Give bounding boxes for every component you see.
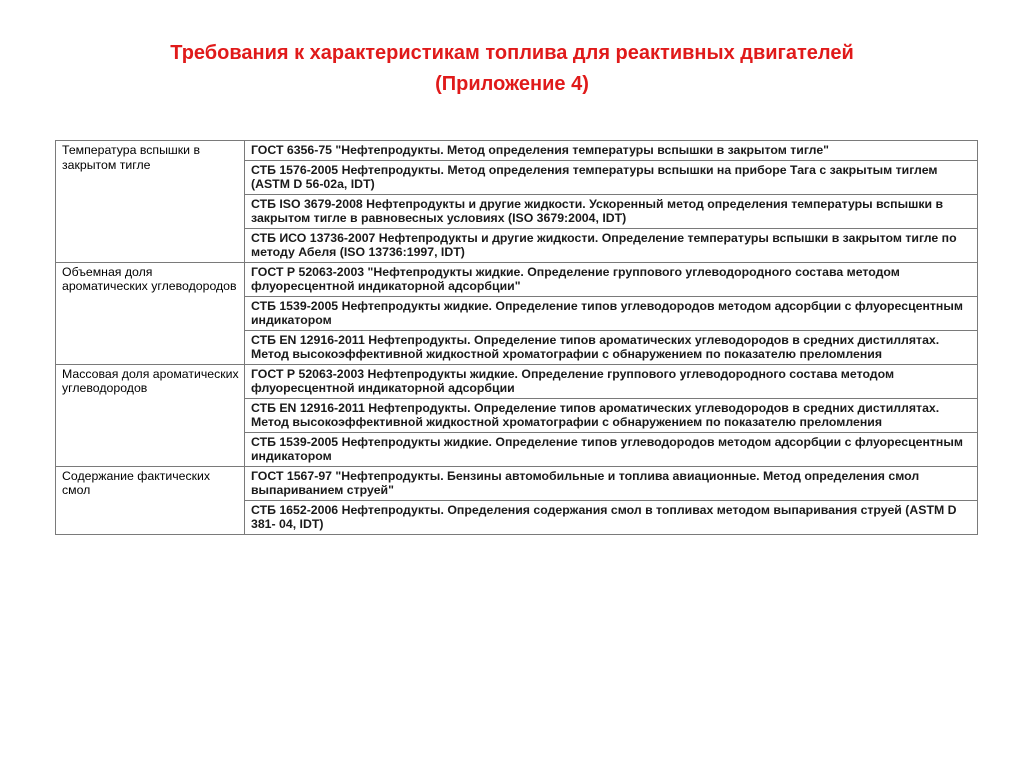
standard-cell: СТБ 1576-2005 Нефтепродукты. Метод определения температуры вспышки на приборе Тага с закрытым тиглем (ASTM D 56-02a, IDT) xyxy=(245,160,978,194)
standard-cell: СТБ 1539-2005 Нефтепродукты жидкие. Определение типов углеводородов методом адсорбции с флуоресцентным индикатором xyxy=(245,432,978,466)
characteristic-cell: Температура вспышки в закрытом тигле xyxy=(56,141,245,263)
standard-cell: ГОСТ 6356-75 "Нефтепродукты. Метод определения температуры вспышки в закрытом тигле" xyxy=(245,141,978,161)
standards-table xyxy=(55,140,978,535)
standard-cell: СТБ EN 12916-2011 Нефтепродукты. Определение типов ароматических углеводородов в средних дистиллятах. Метод высокоэффективной жидкостной хроматографии с обнаружением по показателю преломления xyxy=(245,330,978,364)
standard-cell: СТБ ИСО 13736-2007 Нефтепродукты и другие жидкости. Определение температуры вспышки в закрытом тигле по методу Абеля (ISO 13736:1997, IDT) xyxy=(245,228,978,262)
slide-title xyxy=(0,38,1024,100)
table-row xyxy=(56,262,978,296)
slide-title-line1: Требования к характеристикам топлива для реактивных двигателей xyxy=(170,42,854,64)
standard-cell: СТБ 1539-2005 Нефтепродукты жидкие. Определение типов углеводородов методом адсорбции с флуоресцентным индикатором xyxy=(245,296,978,330)
standard-cell: СТБ 1652-2006 Нефтепродукты. Определения содержания смол в топливах методом выпаривания струей (ASTM D 381- 04, IDT) xyxy=(245,500,978,534)
slide-title-line2: (Приложение 4) xyxy=(435,73,589,95)
characteristic-cell: Массовая доля ароматических углеводородов xyxy=(56,364,245,466)
standard-cell: СТБ ISO 3679-2008 Нефтепродукты и другие жидкости. Ускоренный метод определения температуры вспышки в закрытом тигле в равновесных условиях (ISO 3679:2004, IDT) xyxy=(245,194,978,228)
table-row xyxy=(56,364,978,398)
standard-cell: ГОСТ Р 52063-2003 "Нефтепродукты жидкие. Определение группового углеводородного состава методом флуоресцентной индикаторной адсорбции" xyxy=(245,262,978,296)
table-row xyxy=(56,466,978,500)
characteristic-cell: Содержание фактических смол xyxy=(56,466,245,534)
table-row xyxy=(56,141,978,161)
characteristic-cell: Объемная доля ароматических углеводородов xyxy=(56,262,245,364)
standard-cell: ГОСТ 1567-97 "Нефтепродукты. Бензины автомобильные и топлива авиационные. Метод определения смол выпариванием струей" xyxy=(245,466,978,500)
standard-cell: СТБ EN 12916-2011 Нефтепродукты. Определение типов ароматических углеводородов в средних дистиллятах. Метод высокоэффективной жидкостной хроматографии с обнаружением по показателю преломления xyxy=(245,398,978,432)
standard-cell: ГОСТ Р 52063-2003 Нефтепродукты жидкие. Определение группового углеводородного состава методом флуоресцентной индикаторной адсорбции xyxy=(245,364,978,398)
